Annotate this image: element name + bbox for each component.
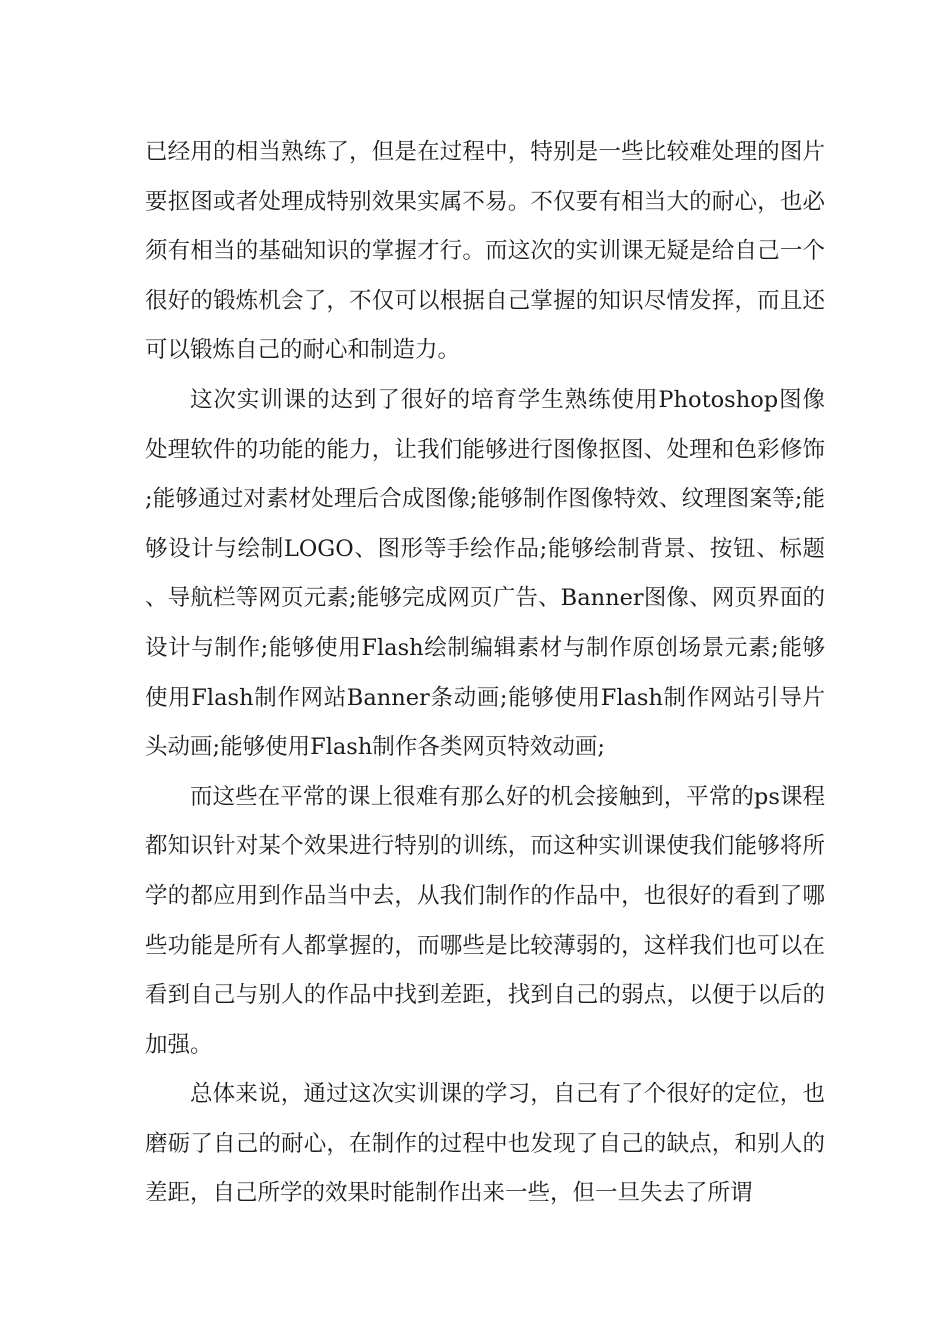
- document-body: [145, 128, 825, 1219]
- paragraph-2: 这次实训课的达到了很好的培育学生熟练使用Photoshop图像处理软件的功能的能力，让我们能够进行图像抠图、处理和色彩修饰;能够通过对素材处理后合成图像;能够制作图像特效、纹理图案等;能够设计与绘制LOGO、图形等手绘作品;能够绘制背景、按钮、标题、导航栏等网页元素;能够完成网页广告、Banner图像、网页界面的设计与制作;能够使用Flash绘制编辑素材与制作原创场景元素;能够使用Flash制作网站Banner条动画;能够使用Flash制作网站引导片头动画;能够使用Flash制作各类网页特效动画;: [145, 386, 825, 761]
- paragraph-1: 已经用的相当熟练了，但是在过程中，特别是一些比较难处理的图片要抠图或者处理成特别效果实属不易。不仅要有相当大的耐心，也必须有相当的基础知识的掌握才行。而这次的实训课无疑是给自己一个很好的锻炼机会了，不仅可以根据自己掌握的知识尽情发挥，而且还可以锻炼自己的耐心和制造力。: [145, 139, 825, 364]
- paragraph-3: 而这些在平常的课上很难有那么好的机会接触到，平常的ps课程都知识针对某个效果进行特别的训练，而这种实训课使我们能够将所学的都应用到作品当中去，从我们制作的作品中，也很好的看到了哪些功能是所有人都掌握的，而哪些是比较薄弱的，这样我们也可以在看到自己与别人的作品中找到差距，找到自己的弱点，以便于以后的加强。: [145, 783, 825, 1058]
- paragraph-4: 总体来说，通过这次实训课的学习，自己有了个很好的定位，也磨砺了自己的耐心，在制作的过程中也发现了自己的缺点，和别人的差距，自己所学的效果时能制作出来一些，但一旦失去了所谓: [145, 1081, 825, 1207]
